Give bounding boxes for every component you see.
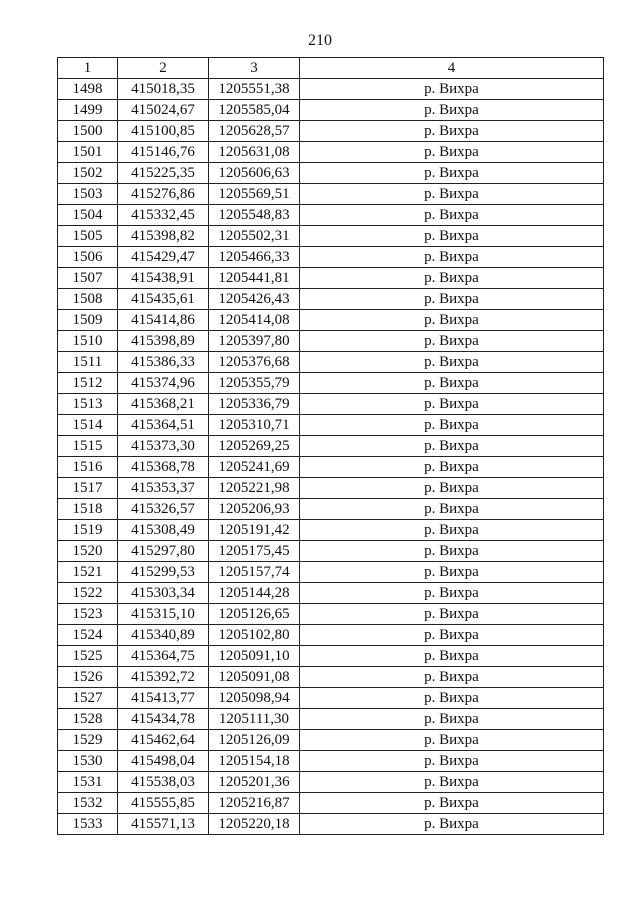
table-row xyxy=(58,457,604,478)
table-row xyxy=(58,247,604,268)
point-number-cell: 1524 xyxy=(58,625,118,646)
point-number-cell: 1523 xyxy=(58,604,118,625)
x-coordinate-cell: 415315,10 xyxy=(118,604,209,625)
x-coordinate-cell: 415414,86 xyxy=(118,310,209,331)
x-coordinate-cell: 415340,89 xyxy=(118,625,209,646)
table-row xyxy=(58,814,604,835)
table-row xyxy=(58,520,604,541)
description-cell: р. Вихра xyxy=(300,814,604,835)
description-cell: р. Вихра xyxy=(300,310,604,331)
point-number-cell: 1532 xyxy=(58,793,118,814)
table-row xyxy=(58,751,604,772)
y-coordinate-cell: 1205606,63 xyxy=(209,163,300,184)
description-cell: р. Вихра xyxy=(300,667,604,688)
y-coordinate-cell: 1205102,80 xyxy=(209,625,300,646)
table-row xyxy=(58,688,604,709)
x-coordinate-cell: 415538,03 xyxy=(118,772,209,793)
point-number-cell: 1498 xyxy=(58,79,118,100)
point-number-cell: 1528 xyxy=(58,709,118,730)
description-cell: р. Вихра xyxy=(300,205,604,226)
table-row xyxy=(58,142,604,163)
y-coordinate-cell: 1205310,71 xyxy=(209,415,300,436)
x-coordinate-cell: 415398,82 xyxy=(118,226,209,247)
y-coordinate-cell: 1205551,38 xyxy=(209,79,300,100)
table-row xyxy=(58,709,604,730)
description-cell: р. Вихра xyxy=(300,331,604,352)
description-cell: р. Вихра xyxy=(300,394,604,415)
table-row xyxy=(58,352,604,373)
description-cell: р. Вихра xyxy=(300,226,604,247)
x-coordinate-cell: 415392,72 xyxy=(118,667,209,688)
point-number-cell: 1512 xyxy=(58,373,118,394)
point-number-cell: 1522 xyxy=(58,583,118,604)
point-number-cell: 1508 xyxy=(58,289,118,310)
x-coordinate-cell: 415276,86 xyxy=(118,184,209,205)
x-coordinate-cell: 415498,04 xyxy=(118,751,209,772)
y-coordinate-cell: 1205216,87 xyxy=(209,793,300,814)
x-coordinate-cell: 415303,34 xyxy=(118,583,209,604)
point-number-cell: 1504 xyxy=(58,205,118,226)
description-cell: р. Вихра xyxy=(300,793,604,814)
point-number-cell: 1533 xyxy=(58,814,118,835)
x-coordinate-cell: 415438,91 xyxy=(118,268,209,289)
point-number-cell: 1500 xyxy=(58,121,118,142)
point-number-cell: 1515 xyxy=(58,436,118,457)
y-coordinate-cell: 1205175,45 xyxy=(209,541,300,562)
table-row xyxy=(58,667,604,688)
table-body xyxy=(58,79,604,835)
x-coordinate-cell: 415435,61 xyxy=(118,289,209,310)
description-cell: р. Вихра xyxy=(300,520,604,541)
description-cell: р. Вихра xyxy=(300,247,604,268)
point-number-cell: 1530 xyxy=(58,751,118,772)
y-coordinate-cell: 1205414,08 xyxy=(209,310,300,331)
y-coordinate-cell: 1205091,10 xyxy=(209,646,300,667)
description-cell: р. Вихра xyxy=(300,79,604,100)
point-number-cell: 1516 xyxy=(58,457,118,478)
y-coordinate-cell: 1205569,51 xyxy=(209,184,300,205)
table-row xyxy=(58,730,604,751)
point-number-cell: 1519 xyxy=(58,520,118,541)
table-row xyxy=(58,562,604,583)
point-number-cell: 1499 xyxy=(58,100,118,121)
description-cell: р. Вихра xyxy=(300,583,604,604)
y-coordinate-cell: 1205336,79 xyxy=(209,394,300,415)
table-row xyxy=(58,100,604,121)
x-coordinate-cell: 415225,35 xyxy=(118,163,209,184)
y-coordinate-cell: 1205091,08 xyxy=(209,667,300,688)
description-cell: р. Вихра xyxy=(300,646,604,667)
description-cell: р. Вихра xyxy=(300,730,604,751)
table-row xyxy=(58,499,604,520)
description-cell: р. Вихра xyxy=(300,709,604,730)
y-coordinate-cell: 1205397,80 xyxy=(209,331,300,352)
description-cell: р. Вихра xyxy=(300,499,604,520)
y-coordinate-cell: 1205201,36 xyxy=(209,772,300,793)
y-coordinate-cell: 1205221,98 xyxy=(209,478,300,499)
description-cell: р. Вихра xyxy=(300,457,604,478)
x-coordinate-cell: 415413,77 xyxy=(118,688,209,709)
table-row xyxy=(58,205,604,226)
x-coordinate-cell: 415299,53 xyxy=(118,562,209,583)
description-cell: р. Вихра xyxy=(300,478,604,499)
table-row xyxy=(58,415,604,436)
x-coordinate-cell: 415146,76 xyxy=(118,142,209,163)
x-coordinate-cell: 415364,51 xyxy=(118,415,209,436)
y-coordinate-cell: 1205206,93 xyxy=(209,499,300,520)
point-number-cell: 1518 xyxy=(58,499,118,520)
point-number-cell: 1531 xyxy=(58,772,118,793)
x-coordinate-cell: 415374,96 xyxy=(118,373,209,394)
x-coordinate-cell: 415368,78 xyxy=(118,457,209,478)
table-row xyxy=(58,373,604,394)
column-header-2: 2 xyxy=(118,58,209,79)
x-coordinate-cell: 415373,30 xyxy=(118,436,209,457)
x-coordinate-cell: 415353,37 xyxy=(118,478,209,499)
y-coordinate-cell: 1205376,68 xyxy=(209,352,300,373)
x-coordinate-cell: 415297,80 xyxy=(118,541,209,562)
description-cell: р. Вихра xyxy=(300,415,604,436)
point-number-cell: 1507 xyxy=(58,268,118,289)
table-row xyxy=(58,541,604,562)
table-row xyxy=(58,604,604,625)
point-number-cell: 1506 xyxy=(58,247,118,268)
description-cell: р. Вихра xyxy=(300,562,604,583)
x-coordinate-cell: 415429,47 xyxy=(118,247,209,268)
column-header-1: 1 xyxy=(58,58,118,79)
x-coordinate-cell: 415326,57 xyxy=(118,499,209,520)
x-coordinate-cell: 415555,85 xyxy=(118,793,209,814)
y-coordinate-cell: 1205241,69 xyxy=(209,457,300,478)
description-cell: р. Вихра xyxy=(300,373,604,394)
description-cell: р. Вихра xyxy=(300,541,604,562)
coordinates-table xyxy=(57,57,604,835)
point-number-cell: 1501 xyxy=(58,142,118,163)
table-row xyxy=(58,436,604,457)
y-coordinate-cell: 1205466,33 xyxy=(209,247,300,268)
y-coordinate-cell: 1205098,94 xyxy=(209,688,300,709)
x-coordinate-cell: 415308,49 xyxy=(118,520,209,541)
y-coordinate-cell: 1205441,81 xyxy=(209,268,300,289)
point-number-cell: 1503 xyxy=(58,184,118,205)
table-row xyxy=(58,163,604,184)
x-coordinate-cell: 415434,78 xyxy=(118,709,209,730)
point-number-cell: 1511 xyxy=(58,352,118,373)
header-row xyxy=(58,58,604,79)
table-row xyxy=(58,583,604,604)
y-coordinate-cell: 1205126,09 xyxy=(209,730,300,751)
x-coordinate-cell: 415398,89 xyxy=(118,331,209,352)
description-cell: р. Вихра xyxy=(300,142,604,163)
description-cell: р. Вихра xyxy=(300,184,604,205)
point-number-cell: 1521 xyxy=(58,562,118,583)
table-row xyxy=(58,646,604,667)
description-cell: р. Вихра xyxy=(300,121,604,142)
x-coordinate-cell: 415571,13 xyxy=(118,814,209,835)
x-coordinate-cell: 415018,35 xyxy=(118,79,209,100)
y-coordinate-cell: 1205548,83 xyxy=(209,205,300,226)
table-row xyxy=(58,79,604,100)
y-coordinate-cell: 1205355,79 xyxy=(209,373,300,394)
description-cell: р. Вихра xyxy=(300,772,604,793)
table-row xyxy=(58,772,604,793)
point-number-cell: 1526 xyxy=(58,667,118,688)
x-coordinate-cell: 415386,33 xyxy=(118,352,209,373)
point-number-cell: 1517 xyxy=(58,478,118,499)
table-row xyxy=(58,394,604,415)
description-cell: р. Вихра xyxy=(300,268,604,289)
column-header-3: 3 xyxy=(209,58,300,79)
description-cell: р. Вихра xyxy=(300,604,604,625)
table-row xyxy=(58,331,604,352)
point-number-cell: 1525 xyxy=(58,646,118,667)
y-coordinate-cell: 1205191,42 xyxy=(209,520,300,541)
table-row xyxy=(58,478,604,499)
table-row xyxy=(58,184,604,205)
description-cell: р. Вихра xyxy=(300,625,604,646)
table-row xyxy=(58,793,604,814)
point-number-cell: 1502 xyxy=(58,163,118,184)
table-header xyxy=(58,58,604,79)
table-row xyxy=(58,121,604,142)
x-coordinate-cell: 415462,64 xyxy=(118,730,209,751)
point-number-cell: 1513 xyxy=(58,394,118,415)
point-number-cell: 1514 xyxy=(58,415,118,436)
point-number-cell: 1529 xyxy=(58,730,118,751)
description-cell: р. Вихра xyxy=(300,688,604,709)
point-number-cell: 1527 xyxy=(58,688,118,709)
y-coordinate-cell: 1205144,28 xyxy=(209,583,300,604)
x-coordinate-cell: 415332,45 xyxy=(118,205,209,226)
table-row xyxy=(58,226,604,247)
description-cell: р. Вихра xyxy=(300,751,604,772)
y-coordinate-cell: 1205111,30 xyxy=(209,709,300,730)
description-cell: р. Вихра xyxy=(300,163,604,184)
column-header-4: 4 xyxy=(300,58,604,79)
point-number-cell: 1520 xyxy=(58,541,118,562)
point-number-cell: 1509 xyxy=(58,310,118,331)
table-row xyxy=(58,625,604,646)
page-number: 210 xyxy=(308,32,332,49)
y-coordinate-cell: 1205220,18 xyxy=(209,814,300,835)
table-row xyxy=(58,289,604,310)
y-coordinate-cell: 1205426,43 xyxy=(209,289,300,310)
x-coordinate-cell: 415368,21 xyxy=(118,394,209,415)
y-coordinate-cell: 1205154,18 xyxy=(209,751,300,772)
x-coordinate-cell: 415364,75 xyxy=(118,646,209,667)
y-coordinate-cell: 1205585,04 xyxy=(209,100,300,121)
y-coordinate-cell: 1205628,57 xyxy=(209,121,300,142)
y-coordinate-cell: 1205157,74 xyxy=(209,562,300,583)
description-cell: р. Вихра xyxy=(300,436,604,457)
x-coordinate-cell: 415024,67 xyxy=(118,100,209,121)
y-coordinate-cell: 1205269,25 xyxy=(209,436,300,457)
x-coordinate-cell: 415100,85 xyxy=(118,121,209,142)
description-cell: р. Вихра xyxy=(300,289,604,310)
description-cell: р. Вихра xyxy=(300,100,604,121)
table-row xyxy=(58,310,604,331)
point-number-cell: 1510 xyxy=(58,331,118,352)
y-coordinate-cell: 1205126,65 xyxy=(209,604,300,625)
description-cell: р. Вихра xyxy=(300,352,604,373)
y-coordinate-cell: 1205631,08 xyxy=(209,142,300,163)
table-row xyxy=(58,268,604,289)
y-coordinate-cell: 1205502,31 xyxy=(209,226,300,247)
point-number-cell: 1505 xyxy=(58,226,118,247)
